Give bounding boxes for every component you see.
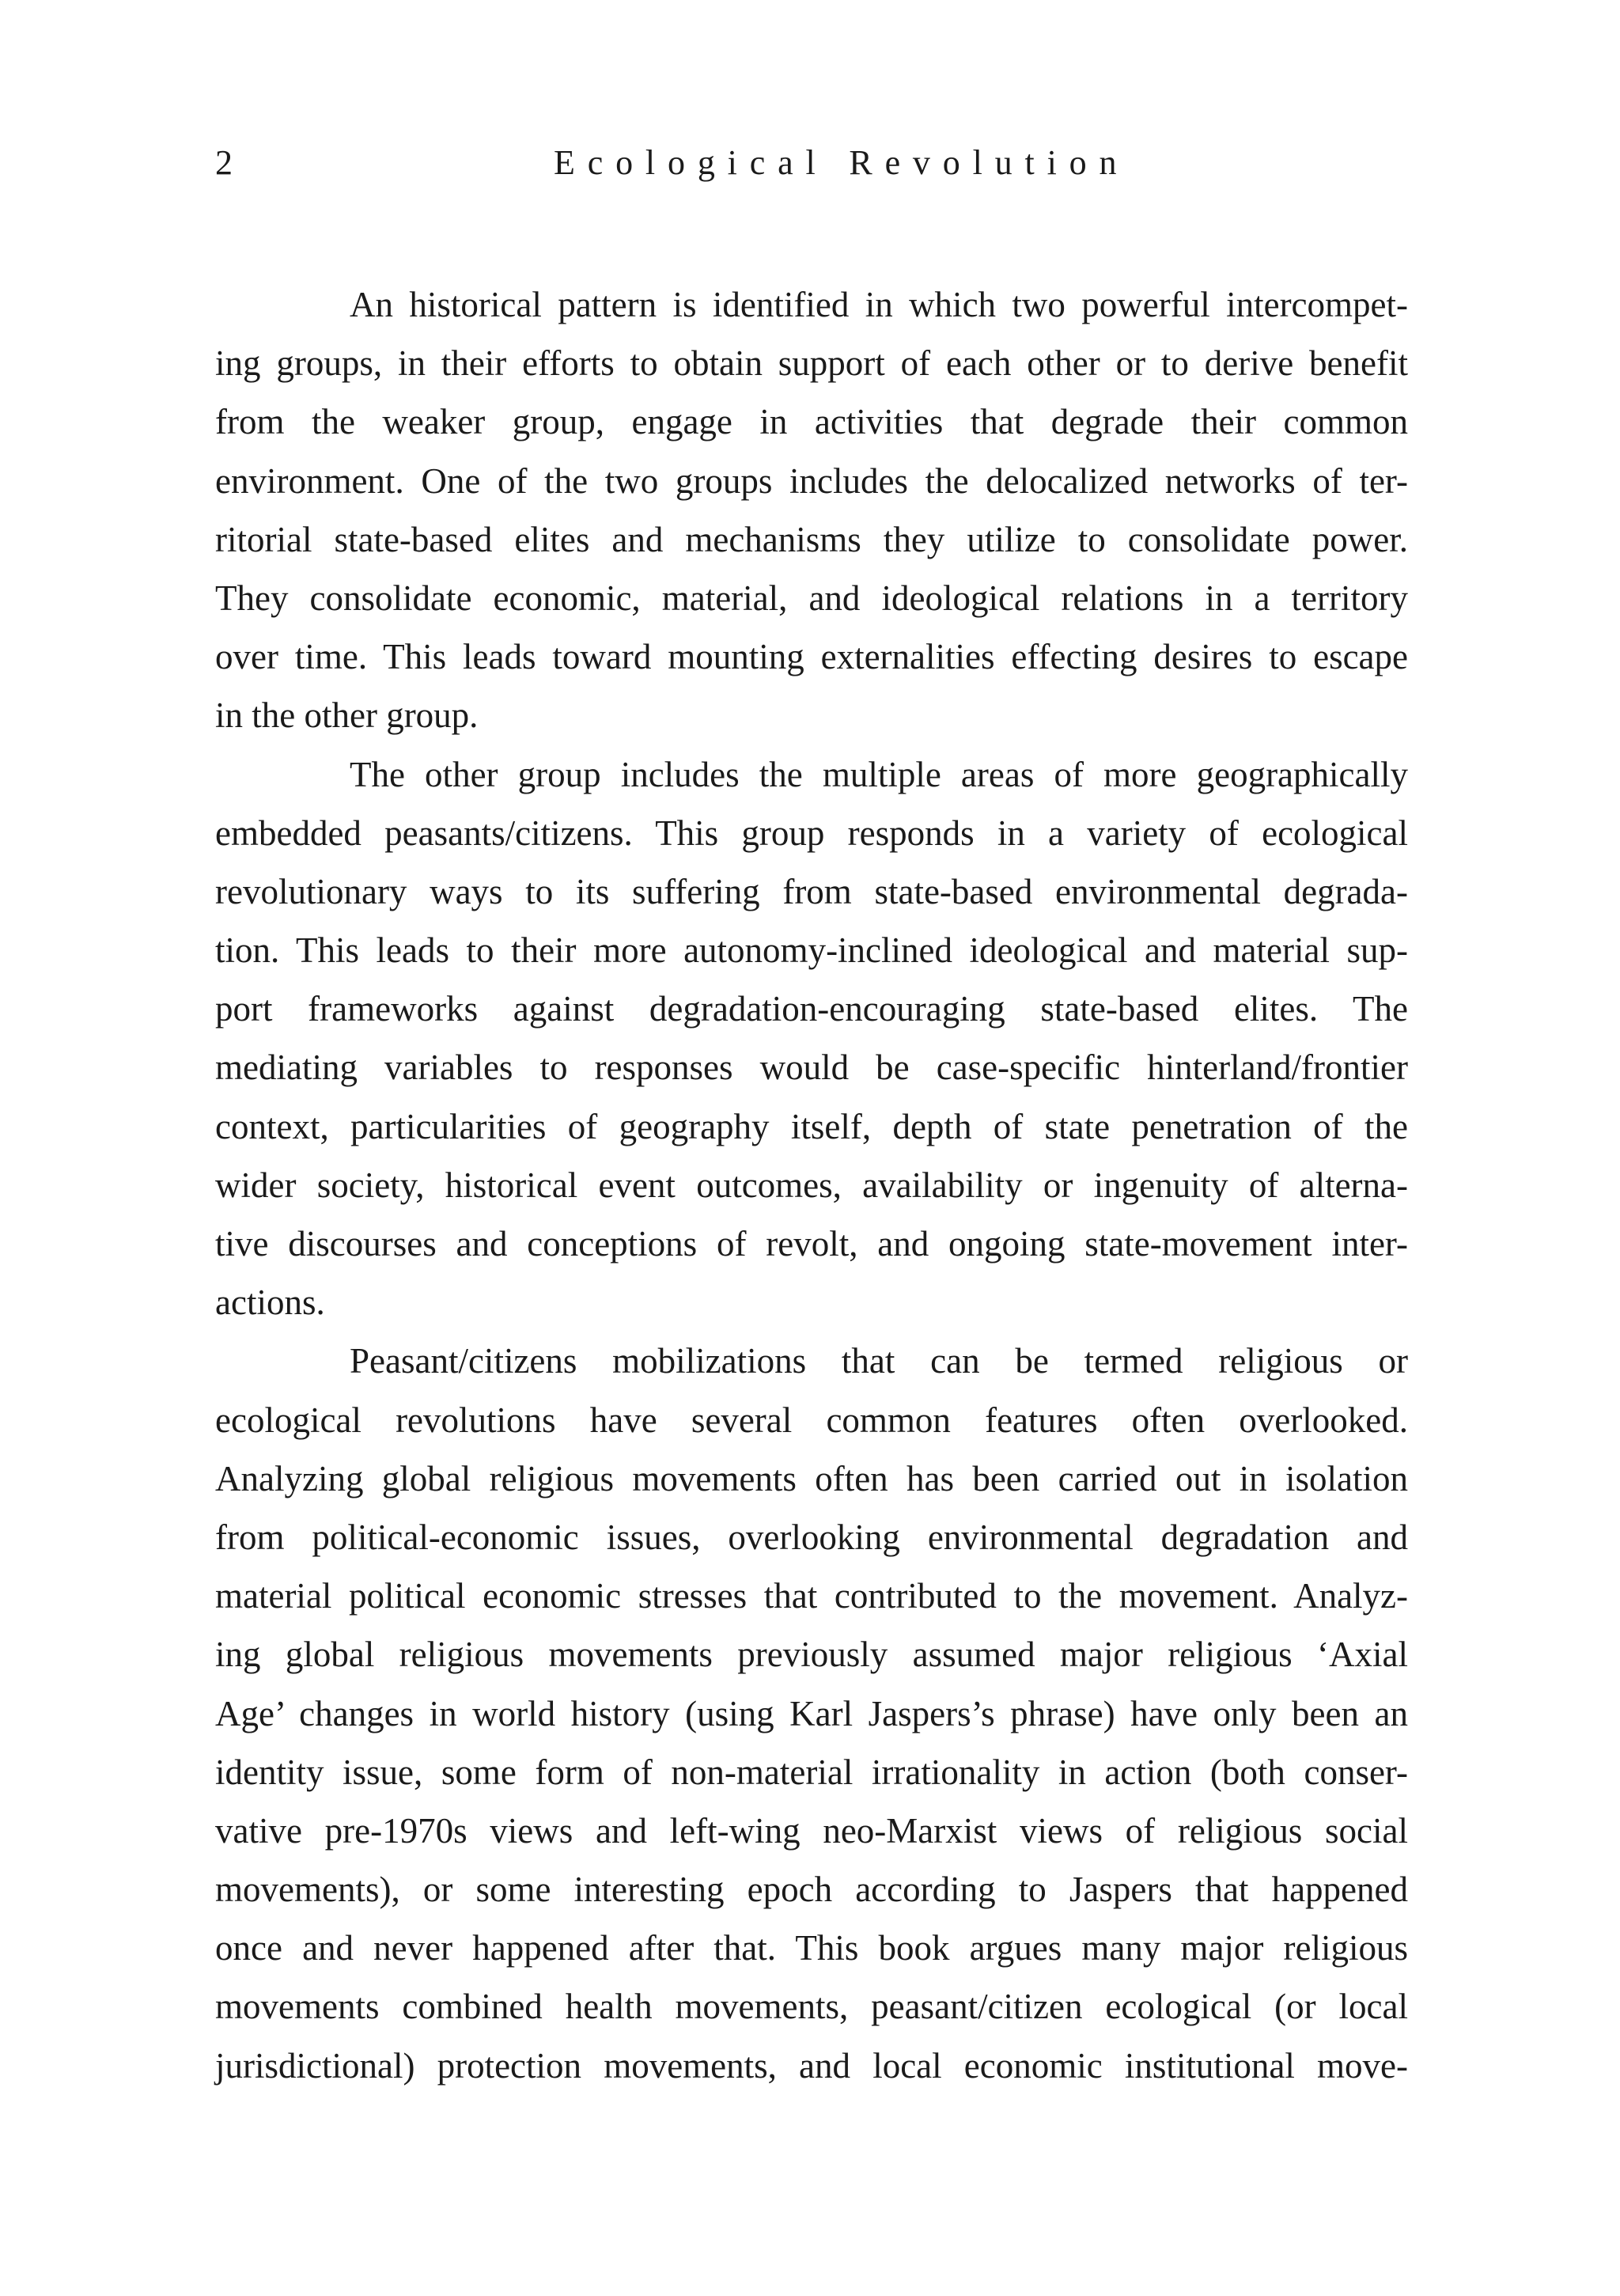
text-line: tive discourses and conceptions of revolt, and ongoing state-movement inter-: [215, 1224, 1408, 1264]
body-text: [215, 275, 1408, 2095]
text-line: An historical pattern is identified in which two powerful intercompet-: [350, 285, 1408, 324]
text-line: revolutionary ways to its suffering from state-based environmental degrada-: [215, 871, 1408, 911]
text-line: jurisdictional) protection movements, and local economic institutional move-: [215, 2045, 1408, 2086]
text-line: port frameworks against degradation-encouraging state-based elites. The: [215, 989, 1408, 1029]
text-line: embedded peasants/citizens. This group responds in a variety of ecological: [215, 813, 1408, 853]
text-line: actions.: [215, 1283, 325, 1323]
text-line: Peasant/citizens mobilizations that can be termed religious or: [350, 1341, 1408, 1381]
text-line: from political-economic issues, overlooking environmental degradation and: [215, 1517, 1408, 1557]
text-line: ecological revolutions have several common features often overlooked.: [215, 1400, 1408, 1440]
text-line: ing global religious movements previously assumed major religious ‘Axial: [215, 1635, 1408, 1675]
text-line: Analyzing global religious movements often has been carried out in isolation: [215, 1458, 1408, 1498]
text-line: The other group includes the multiple areas of more geographically: [350, 754, 1408, 794]
text-line: material political economic stresses that contributed to the movement. Analyz-: [215, 1576, 1408, 1616]
text-line: ritorial state-based elites and mechanisms they utilize to consolidate power.: [215, 519, 1408, 559]
text-line: over time. This leads toward mounting externalities effecting desires to escape: [215, 637, 1408, 677]
text-line: They consolidate economic, material, and ideological relations in a territory: [215, 578, 1408, 618]
text-line: identity issue, some form of non-material irrationality in action (both conser-: [215, 1752, 1408, 1792]
text-line: context, particularities of geography itself, depth of state penetration of the: [215, 1106, 1408, 1146]
running-head-title: Ecological Revolution: [554, 143, 1130, 182]
text-line: vative pre-1970s views and left-wing neo-Marxist views of religious social: [215, 1810, 1408, 1851]
text-line: mediating variables to responses would be case-specific hinterland/frontier: [215, 1048, 1408, 1088]
text-line: ing groups, in their efforts to obtain support of each other or to derive benefit: [215, 343, 1408, 384]
text-line: tion. This leads to their more autonomy-inclined ideological and material sup-: [215, 930, 1408, 971]
page-number: 2: [215, 143, 233, 182]
text-line: from the weaker group, engage in activities that degrade their common: [215, 402, 1408, 442]
text-line: movements), or some interesting epoch according to Jaspers that happened: [215, 1870, 1408, 1910]
text-line: movements combined health movements, peasant/citizen ecological (or local: [215, 1987, 1408, 2027]
text-line: Age’ changes in world history (using Karl Jaspers’s phrase) have only been an: [215, 1693, 1408, 1733]
text-line: once and never happened after that. This book argues many major religious: [215, 1928, 1408, 1968]
text-line: environment. One of the two groups includes the delocalized networks of ter-: [215, 460, 1408, 501]
text-line: in the other group.: [215, 695, 479, 736]
text-line: wider society, historical event outcomes, availability or ingenuity of alterna-: [215, 1165, 1408, 1205]
